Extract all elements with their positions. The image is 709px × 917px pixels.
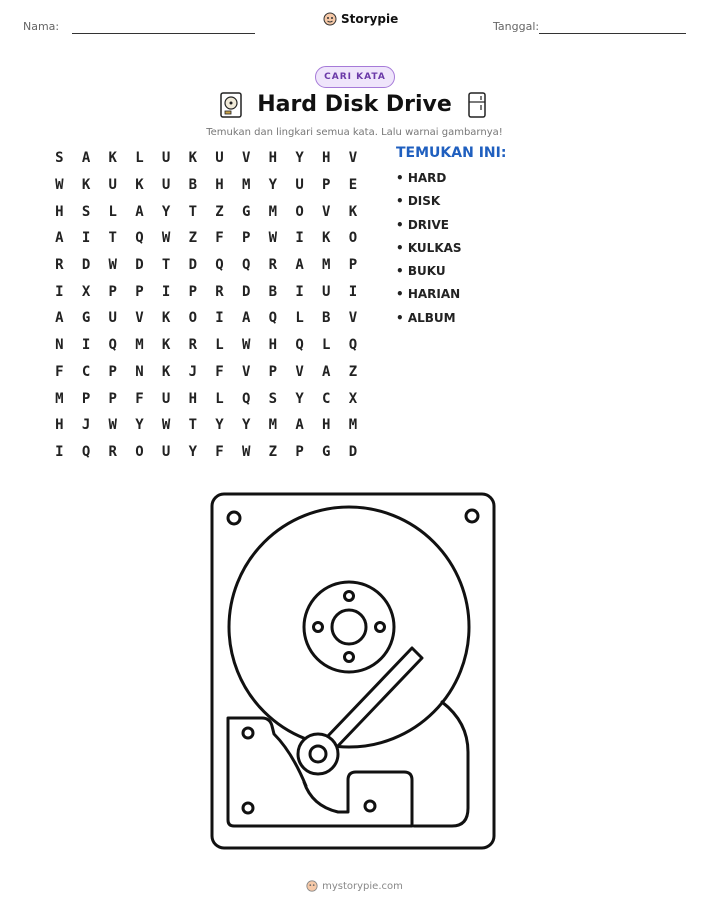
grid-row — [46, 385, 366, 412]
grid-letter[interactable]: M — [322, 257, 331, 274]
grid-letter[interactable]: S — [55, 150, 64, 167]
grid-letter[interactable]: U — [215, 150, 224, 167]
grid-letter[interactable]: V — [322, 203, 331, 220]
word-search-badge: CARI KATA — [315, 66, 395, 88]
grid-letter[interactable]: I — [215, 310, 224, 327]
grid-letter[interactable]: X — [348, 390, 358, 407]
grid-letter[interactable]: W — [108, 257, 117, 274]
grid-letter[interactable]: T — [108, 230, 117, 247]
name-line[interactable] — [72, 33, 255, 34]
grid-letter[interactable]: A — [295, 257, 304, 274]
grid-letter[interactable]: W — [161, 230, 171, 247]
grid-letter[interactable]: Y — [241, 417, 251, 434]
grid-letter[interactable]: P — [81, 390, 91, 407]
grid-letter[interactable]: B — [322, 310, 331, 327]
grid-letter[interactable]: U — [161, 150, 171, 167]
grid-letter[interactable]: U — [161, 443, 171, 460]
grid-letter[interactable]: F — [215, 363, 224, 380]
word-item: • HARD — [396, 171, 447, 185]
grid-letter[interactable]: M — [268, 417, 278, 434]
grid-letter[interactable]: U — [322, 283, 331, 300]
grid-letter[interactable]: I — [161, 283, 171, 300]
grid-letter[interactable]: A — [322, 363, 331, 380]
grid-letter[interactable]: Y — [215, 417, 224, 434]
grid-letter[interactable]: P — [241, 230, 251, 247]
grid-letter[interactable]: Q — [81, 443, 91, 460]
grid-row — [46, 278, 366, 305]
storypie-logo-icon — [306, 880, 318, 892]
grid-letter[interactable]: U — [108, 177, 117, 194]
grid-letter[interactable]: Y — [188, 443, 197, 460]
grid-row — [46, 225, 366, 252]
grid-letter[interactable]: A — [135, 203, 144, 220]
grid-letter[interactable]: Q — [241, 390, 251, 407]
grid-letter[interactable]: Z — [268, 443, 278, 460]
grid-letter[interactable]: P — [348, 257, 358, 274]
grid-letter[interactable]: K — [322, 230, 331, 247]
grid-row — [46, 198, 366, 225]
hard-disk-drive-illustration[interactable] — [208, 490, 498, 852]
grid-letter[interactable]: P — [322, 177, 331, 194]
grid-letter[interactable]: T — [188, 417, 197, 434]
grid-letter[interactable]: T — [188, 203, 197, 220]
grid-letter[interactable]: I — [295, 230, 304, 247]
grid-letter[interactable]: G — [81, 310, 91, 327]
grid-letter[interactable]: P — [108, 390, 117, 407]
grid-row — [46, 412, 366, 439]
grid-letter[interactable]: D — [348, 443, 358, 460]
word-item: • ALBUM — [396, 310, 456, 325]
grid-letter[interactable]: I — [81, 230, 91, 247]
grid-letter[interactable]: V — [348, 310, 358, 327]
grid-letter[interactable]: M — [135, 337, 144, 354]
grid-letter[interactable]: U — [161, 177, 171, 194]
grid-letter[interactable]: X — [81, 283, 91, 300]
page-title: Hard Disk Drive — [257, 92, 452, 117]
grid-letter[interactable]: O — [188, 310, 197, 327]
grid-letter[interactable]: A — [55, 230, 64, 247]
grid-letter[interactable]: P — [108, 363, 117, 380]
grid-letter[interactable]: I — [348, 283, 358, 300]
grid-letter[interactable]: A — [55, 310, 64, 327]
grid-letter[interactable]: K — [348, 203, 358, 220]
grid-letter[interactable]: K — [188, 150, 197, 167]
grid-letter[interactable]: F — [215, 443, 224, 460]
grid-letter[interactable]: W — [241, 337, 251, 354]
word-item: • BUKU — [396, 264, 446, 279]
date-line[interactable] — [539, 33, 686, 34]
grid-letter[interactable]: Q — [348, 337, 358, 354]
date-label: Tanggal: — [493, 20, 540, 33]
grid-letter[interactable]: G — [241, 203, 251, 220]
grid-letter[interactable]: K — [135, 177, 144, 194]
grid-letter[interactable]: O — [348, 230, 358, 247]
grid-letter[interactable]: A — [295, 417, 304, 434]
grid-letter[interactable]: V — [241, 363, 251, 380]
grid-letter[interactable]: Q — [295, 337, 304, 354]
grid-letter[interactable]: T — [161, 257, 171, 274]
grid-letter[interactable]: D — [81, 257, 91, 274]
grid-letter[interactable]: M — [241, 177, 251, 194]
grid-letter[interactable]: K — [108, 150, 117, 167]
grid-letter[interactable]: V — [295, 363, 304, 380]
grid-letter[interactable]: L — [322, 337, 331, 354]
grid-letter[interactable]: H — [322, 150, 331, 167]
grid-letter[interactable]: Q — [268, 310, 278, 327]
word-list-title: TEMUKAN INI: — [396, 145, 507, 161]
grid-row — [46, 332, 366, 359]
grid-letter[interactable]: F — [215, 230, 224, 247]
grid-letter[interactable]: P — [135, 283, 144, 300]
grid-letter[interactable]: J — [81, 417, 91, 434]
grid-letter[interactable]: D — [188, 257, 197, 274]
footer — [0, 880, 709, 892]
grid-letter[interactable]: L — [108, 203, 117, 220]
grid-letter[interactable]: H — [322, 417, 331, 434]
grid-letter[interactable]: I — [81, 337, 91, 354]
grid-letter[interactable]: V — [135, 310, 144, 327]
grid-letter[interactable]: Y — [161, 203, 171, 220]
grid-letter[interactable]: W — [161, 417, 171, 434]
grid-letter[interactable]: B — [268, 283, 278, 300]
grid-letter[interactable]: W — [55, 177, 64, 194]
grid-letter[interactable]: L — [215, 337, 224, 354]
brand — [323, 12, 398, 26]
grid-letter[interactable]: Q — [241, 257, 251, 274]
grid-letter[interactable]: S — [268, 390, 278, 407]
grid-letter[interactable]: V — [241, 150, 251, 167]
grid-letter[interactable]: U — [161, 390, 171, 407]
grid-letter[interactable]: H — [268, 150, 278, 167]
grid-letter[interactable]: E — [348, 177, 358, 194]
grid-letter[interactable]: C — [81, 363, 91, 380]
grid-letter[interactable]: A — [241, 310, 251, 327]
grid-letter[interactable]: J — [188, 363, 197, 380]
grid-letter[interactable]: W — [268, 230, 278, 247]
grid-letter[interactable]: K — [81, 177, 91, 194]
brand-name: Storypie — [341, 12, 399, 26]
grid-letter[interactable]: U — [295, 177, 304, 194]
grid-letter[interactable]: R — [55, 257, 64, 274]
grid-letter[interactable]: L — [135, 150, 144, 167]
grid-letter[interactable]: P — [188, 283, 197, 300]
grid-letter[interactable]: I — [55, 443, 64, 460]
grid-letter[interactable]: N — [135, 363, 144, 380]
grid-letter[interactable]: C — [322, 390, 331, 407]
storypie-logo-icon — [323, 12, 337, 26]
grid-letter[interactable]: I — [295, 283, 304, 300]
grid-letter[interactable]: Z — [188, 230, 197, 247]
grid-row — [46, 172, 366, 199]
grid-letter[interactable]: L — [215, 390, 224, 407]
grid-letter[interactable]: W — [241, 443, 251, 460]
grid-letter[interactable]: H — [268, 337, 278, 354]
instructions: Temukan dan lingkari semua kata. Lalu warnai gambarnya! — [206, 127, 503, 138]
grid-letter[interactable]: Y — [135, 417, 144, 434]
grid-letter[interactable]: P — [295, 443, 304, 460]
grid-row — [46, 145, 366, 172]
grid-letter[interactable]: F — [55, 363, 64, 380]
grid-letter[interactable]: H — [55, 417, 64, 434]
grid-row — [46, 305, 366, 332]
grid-row — [46, 439, 366, 466]
grid-letter[interactable]: Q — [215, 257, 224, 274]
grid-letter[interactable]: K — [161, 363, 171, 380]
grid-letter[interactable]: H — [55, 203, 64, 220]
grid-letter[interactable]: H — [188, 390, 197, 407]
grid-letter[interactable]: Z — [215, 203, 224, 220]
word-item: • DISK — [396, 194, 441, 209]
grid-letter[interactable]: Q — [135, 230, 144, 247]
grid-letter[interactable]: P — [268, 363, 278, 380]
grid-letter[interactable]: R — [188, 337, 197, 354]
word-list — [396, 171, 462, 334]
grid-letter[interactable]: M — [55, 390, 64, 407]
grid-letter[interactable]: K — [161, 337, 171, 354]
grid-letter[interactable]: R — [268, 257, 278, 274]
grid-letter[interactable]: W — [108, 417, 117, 434]
grid-letter[interactable]: Z — [348, 363, 358, 380]
grid-letter[interactable]: B — [188, 177, 197, 194]
refrigerator-icon — [466, 91, 488, 119]
grid-letter[interactable]: F — [135, 390, 144, 407]
grid-letter[interactable]: V — [348, 150, 358, 167]
footer-url[interactable]: mystorypie.com — [322, 880, 403, 892]
grid-letter[interactable]: K — [161, 310, 171, 327]
grid-letter[interactable]: P — [108, 283, 117, 300]
grid-letter[interactable]: O — [135, 443, 144, 460]
grid-letter[interactable]: D — [135, 257, 144, 274]
letter-grid[interactable] — [46, 145, 366, 465]
grid-letter[interactable]: Y — [295, 390, 304, 407]
grid-letter[interactable]: A — [81, 150, 91, 167]
grid-letter[interactable]: Q — [108, 337, 117, 354]
grid-letter[interactable]: O — [295, 203, 304, 220]
grid-letter[interactable]: H — [215, 177, 224, 194]
word-item: • KULKAS — [396, 240, 462, 255]
grid-letter[interactable]: M — [268, 203, 278, 220]
grid-letter[interactable]: Y — [295, 150, 304, 167]
word-item: • HARIAN — [396, 287, 461, 302]
word-item: • DRIVE — [396, 217, 449, 232]
grid-letter[interactable]: D — [241, 283, 251, 300]
grid-row — [46, 359, 366, 386]
grid-letter[interactable]: G — [322, 443, 331, 460]
grid-letter[interactable]: S — [81, 203, 91, 220]
grid-letter[interactable]: Y — [268, 177, 278, 194]
grid-letter[interactable]: N — [55, 337, 64, 354]
name-label: Nama: — [23, 20, 60, 33]
grid-letter[interactable]: R — [108, 443, 117, 460]
grid-letter[interactable]: I — [55, 283, 64, 300]
grid-letter[interactable]: R — [215, 283, 224, 300]
grid-row — [46, 252, 366, 279]
grid-letter[interactable]: U — [108, 310, 117, 327]
grid-letter[interactable]: L — [295, 310, 304, 327]
grid-letter[interactable]: M — [348, 417, 358, 434]
